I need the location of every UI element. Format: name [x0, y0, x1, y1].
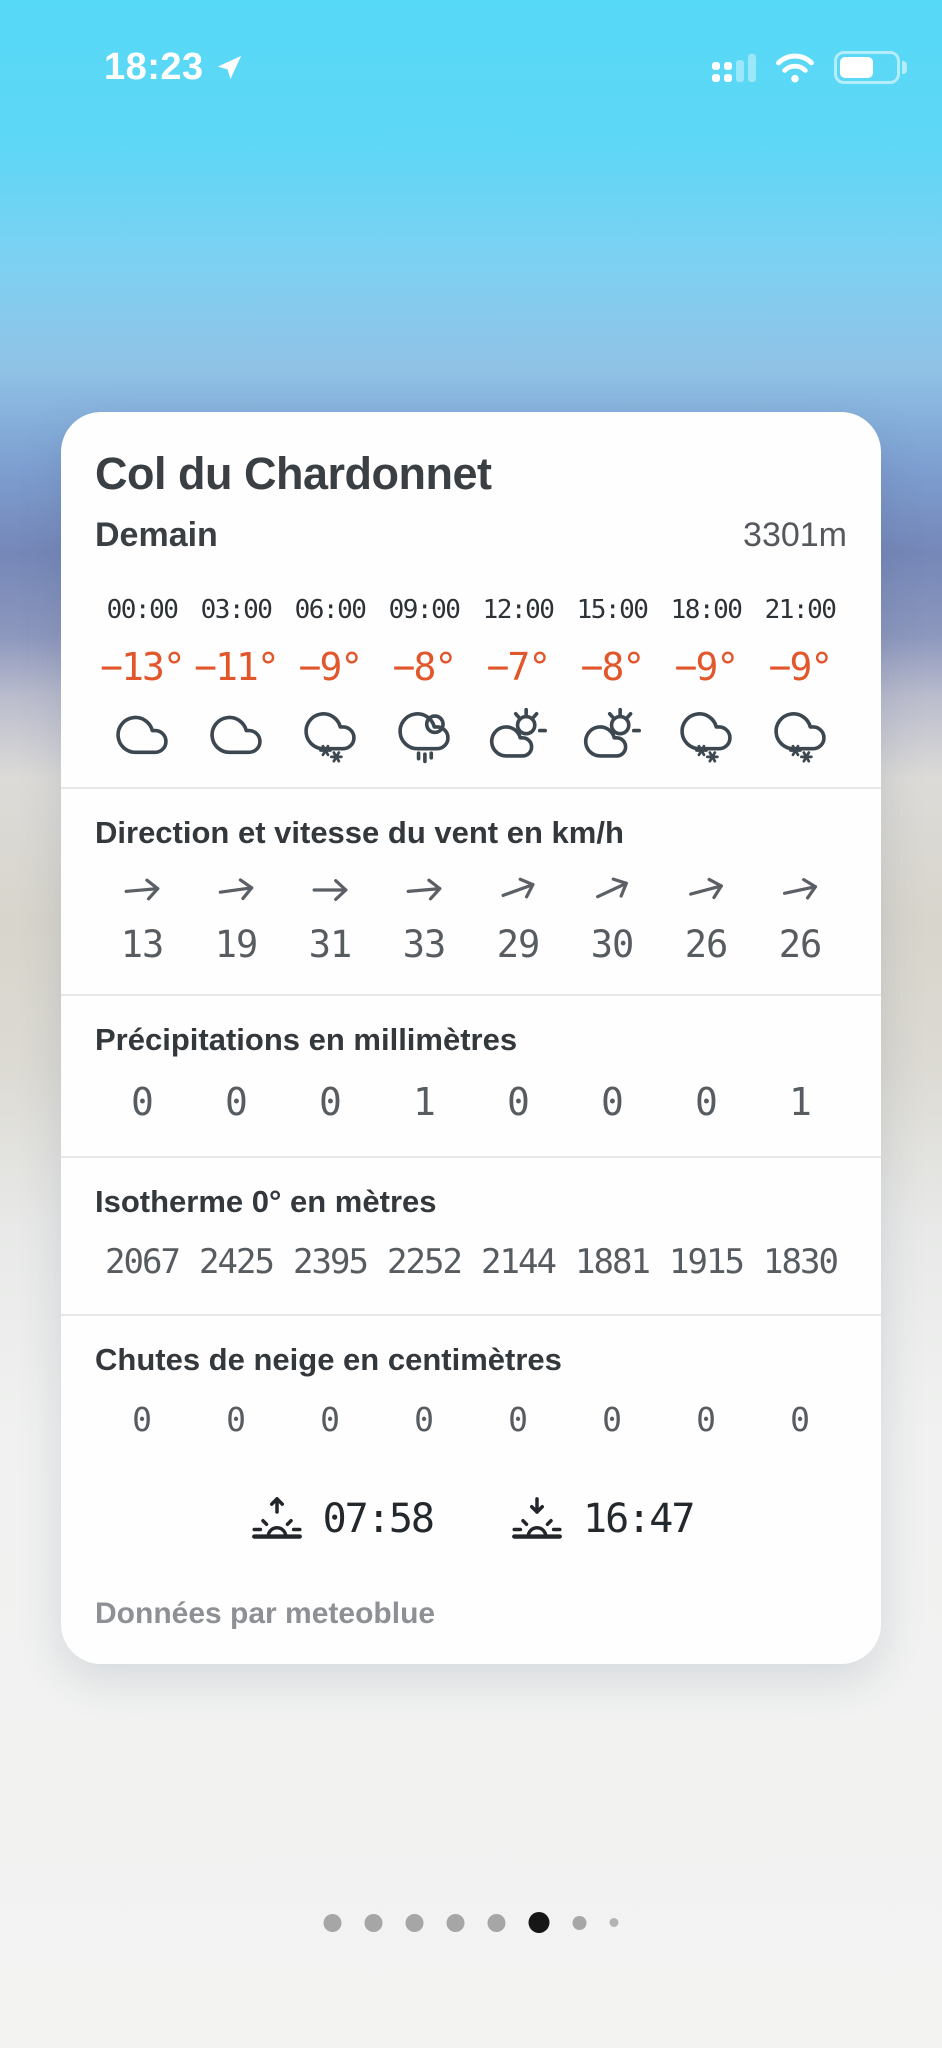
wind-arrow-icon — [655, 856, 758, 925]
temperature-cell: −8° — [392, 645, 456, 689]
section-divider — [61, 1314, 881, 1316]
snowfall-row — [95, 1400, 847, 1439]
hour-cell: 06:00 — [294, 595, 366, 625]
isotherm-cell: 2067 — [105, 1242, 179, 1282]
snowfall-cell: 0 — [508, 1400, 528, 1439]
wind-arrow-icon — [749, 858, 851, 923]
hour-cell: 09:00 — [388, 595, 460, 625]
cloud-snow-icon — [753, 707, 847, 765]
weather-icon-row — [95, 707, 847, 765]
page-dot-active[interactable] — [529, 1912, 550, 1933]
hour-cell: 03:00 — [200, 595, 272, 625]
status-indicators — [712, 50, 900, 84]
cloud-icon — [189, 707, 283, 765]
temperature-cell: −9° — [674, 645, 738, 689]
snowfall-section-heading: Chutes de neige en centimètres — [95, 1342, 562, 1377]
temperature-cell: −9° — [298, 645, 362, 689]
wind-speed-cell: 30 — [590, 923, 634, 966]
wind-speed-cell: 26 — [684, 923, 728, 966]
precipitation-cell: 0 — [695, 1080, 717, 1124]
section-divider — [61, 1156, 881, 1158]
precipitation-cell: 1 — [413, 1080, 435, 1124]
wind-speed-cell: 19 — [214, 923, 258, 966]
precipitation-cell: 0 — [131, 1080, 153, 1124]
cloud-snow-icon — [659, 707, 753, 765]
wind-arrow-icon — [186, 861, 285, 920]
sun-cloud-icon — [565, 707, 659, 765]
temperature-cell: −8° — [580, 645, 644, 689]
wind-direction-row — [95, 867, 847, 913]
data-attribution: Données par meteoblue — [95, 1597, 436, 1630]
sunset-icon — [509, 1491, 565, 1547]
isotherm-section-heading: Isotherme 0° en mètres — [95, 1184, 437, 1219]
hour-row — [95, 595, 847, 625]
wind-arrow-icon — [466, 852, 570, 927]
sunrise-icon — [249, 1491, 305, 1547]
snowfall-cell: 0 — [602, 1400, 622, 1439]
snowfall-cell: 0 — [132, 1400, 152, 1439]
wind-section-heading: Direction et vitesse du vent en km/h — [95, 815, 624, 850]
page-control[interactable] — [324, 1912, 619, 1933]
weather-widget-card[interactable] — [61, 412, 881, 1664]
location-title: Col du Chardonnet — [95, 448, 492, 499]
clock-text: 18:23 — [104, 46, 204, 88]
snowfall-cell: 0 — [790, 1400, 810, 1439]
page-dot[interactable] — [324, 1914, 342, 1932]
precipitation-cell: 0 — [225, 1080, 247, 1124]
snowfall-cell: 0 — [414, 1400, 434, 1439]
hour-cell: 21:00 — [764, 595, 836, 625]
precipitation-row — [95, 1080, 847, 1124]
cloud-icon — [95, 707, 189, 765]
wifi-icon — [773, 50, 817, 84]
temperature-row — [95, 645, 847, 689]
page-dot[interactable] — [573, 1916, 587, 1930]
hour-cell: 00:00 — [106, 595, 178, 625]
hour-cell: 18:00 — [670, 595, 742, 625]
wind-arrow-icon — [93, 863, 191, 917]
wind-speed-cell: 33 — [402, 923, 446, 966]
hour-cell: 15:00 — [576, 595, 648, 625]
wind-speed-row — [95, 923, 847, 966]
wind-speed-cell: 31 — [308, 923, 352, 966]
snowfall-cell: 0 — [320, 1400, 340, 1439]
status-time-group — [104, 46, 244, 89]
isotherm-cell: 2252 — [387, 1242, 461, 1282]
temperature-cell: −7° — [486, 645, 550, 689]
page-dot[interactable] — [406, 1914, 424, 1932]
wind-arrow-icon — [560, 849, 665, 930]
precipitation-cell: 1 — [789, 1080, 811, 1124]
altitude-label: 3301m — [743, 516, 847, 554]
temperature-cell: −13° — [100, 645, 184, 689]
temperature-cell: −11° — [194, 645, 278, 689]
cloud-drizzle-icon — [377, 707, 471, 765]
cellular-signal-icon — [712, 52, 756, 82]
section-divider — [61, 787, 881, 789]
snowfall-cell: 0 — [696, 1400, 716, 1439]
wind-speed-cell: 13 — [120, 923, 164, 966]
isotherm-cell: 1915 — [669, 1242, 743, 1282]
wind-speed-cell: 29 — [496, 923, 540, 966]
hour-cell: 12:00 — [482, 595, 554, 625]
cloud-snow-icon — [283, 707, 377, 765]
wind-arrow-icon — [375, 863, 473, 917]
page-dot[interactable] — [610, 1918, 619, 1927]
isotherm-cell: 2395 — [293, 1242, 367, 1282]
location-arrow-icon — [214, 53, 244, 83]
day-label: Demain — [95, 516, 218, 554]
precipitation-cell: 0 — [601, 1080, 623, 1124]
precipitation-cell: 0 — [319, 1080, 341, 1124]
temperature-cell: −9° — [768, 645, 832, 689]
wind-speed-cell: 26 — [778, 923, 822, 966]
sunrise-time: 07:58 — [322, 1496, 433, 1542]
sunset-time: 16:47 — [583, 1496, 694, 1542]
status-bar — [0, 40, 942, 104]
isotherm-cell: 2144 — [481, 1242, 555, 1282]
battery-icon — [834, 51, 900, 84]
section-divider — [61, 994, 881, 996]
isotherm-cell: 2425 — [199, 1242, 273, 1282]
sun-cloud-icon — [471, 707, 565, 765]
page-dot[interactable] — [488, 1914, 506, 1932]
precipitation-section-heading: Précipitations en millimètres — [95, 1022, 518, 1057]
wind-arrow-icon — [283, 867, 377, 913]
isotherm-row — [95, 1242, 847, 1282]
isotherm-cell: 1881 — [575, 1242, 649, 1282]
sun-times-row — [95, 1491, 847, 1547]
precipitation-cell: 0 — [507, 1080, 529, 1124]
page-dot[interactable] — [365, 1914, 383, 1932]
snowfall-cell: 0 — [226, 1400, 246, 1439]
page-dot[interactable] — [447, 1914, 465, 1932]
isotherm-cell: 1830 — [763, 1242, 837, 1282]
